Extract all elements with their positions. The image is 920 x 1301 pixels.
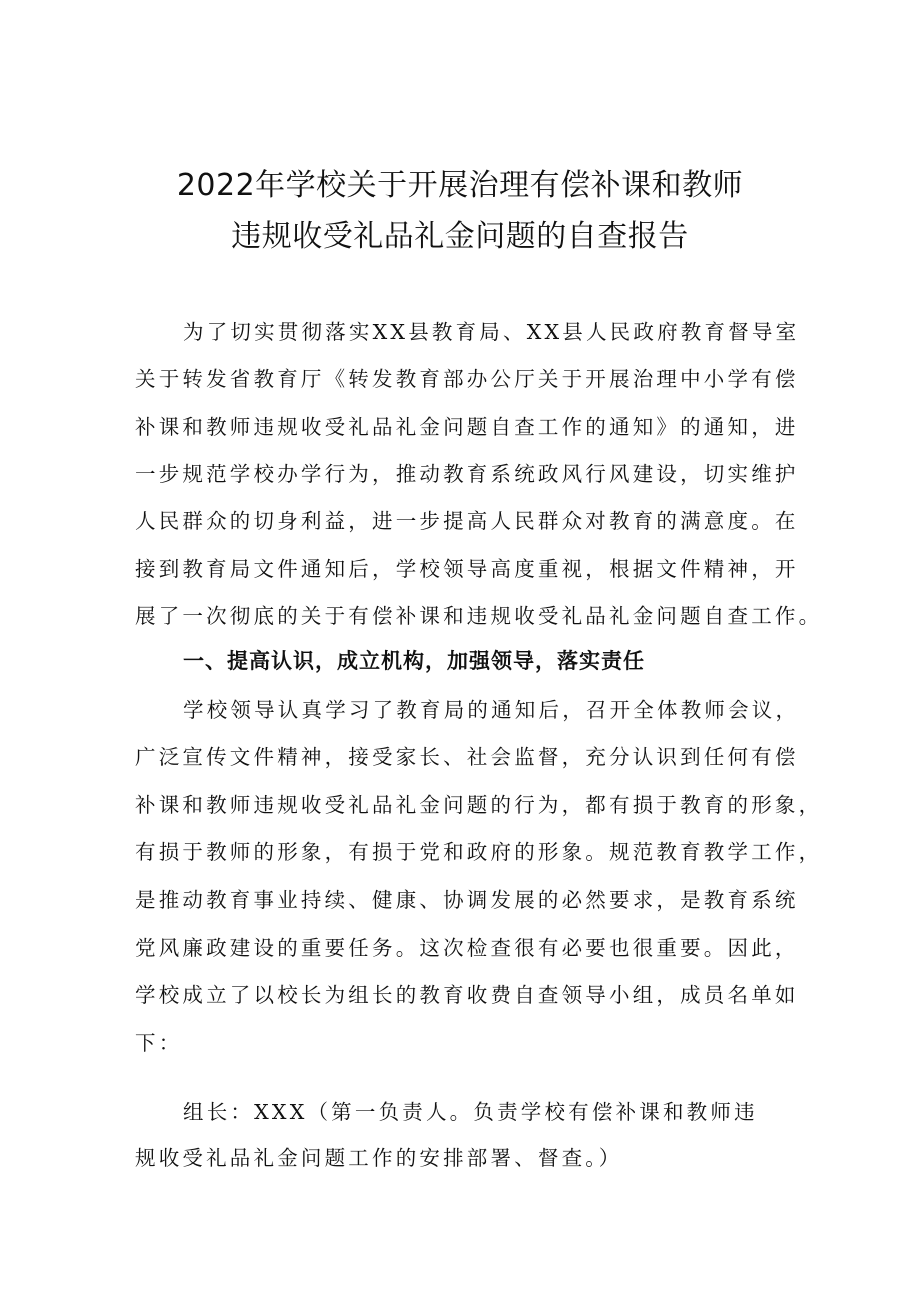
paragraph-1-line: 为了切实贯彻落实XX县教育局、XX县人民政府教育督导室 — [183, 320, 800, 344]
document-title-line-1: 2022年学校关于开展治理有偿补课和教师 — [176, 168, 744, 203]
paragraph-2-line: 补课和教师违规收受礼品礼金问题的行为，都有损于教育的形象， — [135, 793, 823, 817]
paragraph-2-line: 是推动教育事业持续、健康、协调发展的必然要求，是教育系统 — [135, 888, 799, 912]
paragraph-1-line: 展了一次彻底的关于有偿补课和违规收受礼品礼金问题自查工作。 — [135, 604, 823, 628]
paragraph-1-line: 补课和教师违规收受礼品礼金问题自查工作的通知》的通知，进 — [135, 415, 799, 439]
document-title-line-2: 违规收受礼品礼金问题的自查报告 — [231, 219, 689, 254]
paragraph-1-line: 人民群众的切身利益，进一步提高人民群众对教育的满意度。在 — [135, 509, 799, 533]
paragraph-2-line: 下： — [135, 1031, 183, 1055]
paragraph-2-line: 广泛宣传文件精神，接受家长、社会监督，充分认识到任何有偿 — [135, 745, 799, 769]
paragraph-1-line: 接到教育局文件通知后，学校领导高度重视，根据文件精神，开 — [135, 557, 799, 581]
paragraph-1-line: 关于转发省教育厅《转发教育部办公厅关于开展治理中小学有偿 — [135, 367, 799, 391]
section-heading-1: 一、提高认识，成立机构，加强领导，落实责任 — [183, 649, 645, 673]
paragraph-2-line: 党风廉政建设的重要任务。这次检查很有必要也很重要。因此， — [135, 936, 799, 960]
paragraph-2-line: 有损于教师的形象，有损于党和政府的形象。规范教育教学工作， — [135, 840, 823, 864]
paragraph-2-line: 学校领导认真学习了教育局的通知后，召开全体教师会议， — [183, 698, 800, 722]
paragraph-2-line: 学校成立了以校长为组长的教育收费自查领导小组，成员名单如 — [135, 983, 799, 1007]
paragraph-1-line: 一步规范学校办学行为，推动教育系统政风行风建设，切实维护 — [135, 462, 799, 486]
paragraph-3-line: 组长：XXX（第一负责人。负责学校有偿补课和教师违 — [183, 1100, 758, 1124]
paragraph-3-line: 规收受礼品礼金问题工作的安排部署、督查。） — [135, 1146, 623, 1170]
